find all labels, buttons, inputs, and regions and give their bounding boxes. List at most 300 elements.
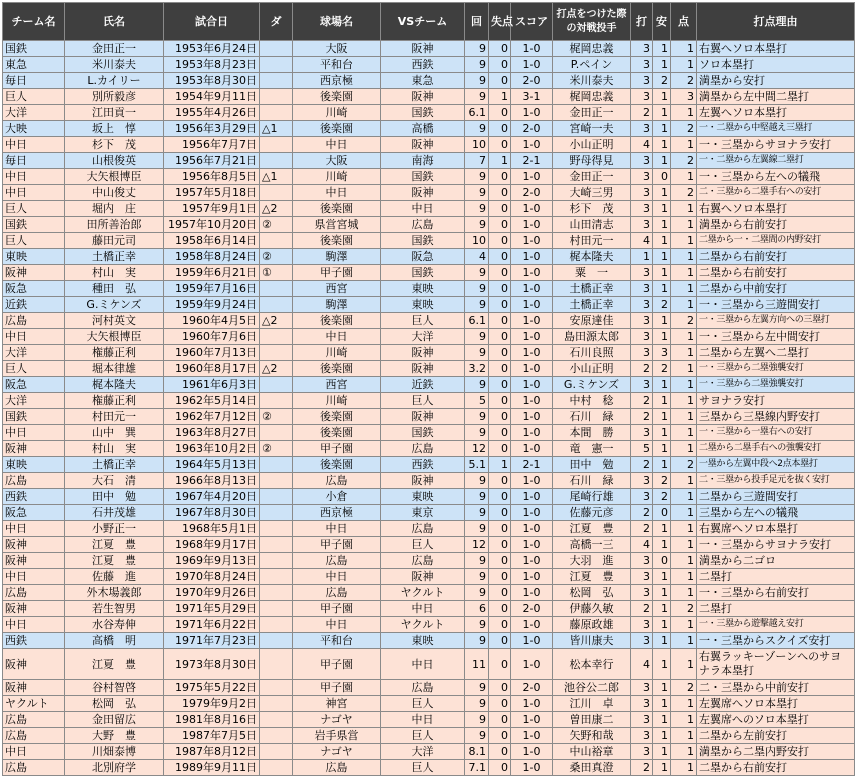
park-cell: 中日: [293, 137, 381, 153]
date-cell: 1956年3月29日: [164, 121, 260, 137]
vs-cell: 国鉄: [381, 105, 465, 121]
table-row: [3, 41, 855, 57]
name-cell: 大矢根博臣: [65, 169, 164, 185]
name-cell: 大矢根博臣: [65, 329, 164, 345]
pitcher-cell: 石川 緑: [553, 409, 631, 425]
da-cell: [260, 89, 293, 105]
pitcher-cell: 藤原政雄: [553, 617, 631, 633]
vs-cell: 中日: [381, 649, 465, 680]
pitcher-cell: 土橋正幸: [553, 297, 631, 313]
hit-cell: 1: [653, 585, 671, 601]
runs-cell: 0: [489, 217, 511, 233]
table-row: [3, 73, 855, 89]
vs-cell: ヤクルト: [381, 585, 465, 601]
vs-cell: 巨人: [381, 728, 465, 744]
name-cell: 大野 豊: [65, 728, 164, 744]
reason-cell: 左翼へソロ本塁打: [697, 105, 855, 121]
da-cell: △1: [260, 169, 293, 185]
name-cell: 石井茂雄: [65, 505, 164, 521]
date-cell: 1959年9月24日: [164, 297, 260, 313]
pitcher-cell: 江川 卓: [553, 696, 631, 712]
da-cell: △2: [260, 201, 293, 217]
header-inning: 回: [465, 3, 489, 41]
runs-cell: 0: [489, 569, 511, 585]
inning-cell: 7: [465, 153, 489, 169]
date-cell: 1957年10月20日: [164, 217, 260, 233]
rbi-cell: 1: [671, 57, 697, 73]
runs-cell: 0: [489, 281, 511, 297]
ab-cell: 2: [631, 760, 653, 776]
table-row: [3, 393, 855, 409]
date-cell: 1964年5月13日: [164, 457, 260, 473]
inning-cell: 11: [465, 649, 489, 680]
team-cell: 阪神: [3, 649, 65, 680]
inning-cell: 9: [465, 569, 489, 585]
team-cell: 中日: [3, 185, 65, 201]
rbi-cell: 1: [671, 425, 697, 441]
park-cell: 神宮: [293, 696, 381, 712]
date-cell: 1973年8月30日: [164, 649, 260, 680]
date-cell: 1957年9月1日: [164, 201, 260, 217]
rbi-cell: 1: [671, 505, 697, 521]
name-cell: 江夏 豊: [65, 649, 164, 680]
reason-cell: 二塁から左翼へ二塁打: [697, 345, 855, 361]
ab-cell: 3: [631, 553, 653, 569]
rbi-cell: 1: [671, 585, 697, 601]
da-cell: ②: [260, 217, 293, 233]
rbi-cell: 1: [671, 537, 697, 553]
ab-cell: 3: [631, 712, 653, 728]
table-row: [3, 617, 855, 633]
name-cell: 土橋正幸: [65, 249, 164, 265]
vs-cell: 東京: [381, 505, 465, 521]
name-cell: 水谷寿伸: [65, 617, 164, 633]
inning-cell: 3.2: [465, 361, 489, 377]
park-cell: 甲子園: [293, 680, 381, 696]
inning-cell: 12: [465, 537, 489, 553]
date-cell: 1967年4月20日: [164, 489, 260, 505]
inning-cell: 9: [465, 633, 489, 649]
vs-cell: 広島: [381, 441, 465, 457]
team-cell: 中日: [3, 329, 65, 345]
score-cell: 1-0: [511, 393, 553, 409]
ab-cell: 3: [631, 281, 653, 297]
hit-cell: 1: [653, 393, 671, 409]
vs-cell: 阪神: [381, 345, 465, 361]
inning-cell: 9: [465, 57, 489, 73]
rbi-cell: 1: [671, 393, 697, 409]
team-cell: 巨人: [3, 201, 65, 217]
rbi-cell: 1: [671, 361, 697, 377]
pitcher-cell: 伊藤久敏: [553, 601, 631, 617]
pitcher-cell: 曽田康二: [553, 712, 631, 728]
rbi-cell: 1: [671, 281, 697, 297]
reason-cell: 一・三塁からスクイズ安打: [697, 633, 855, 649]
da-cell: [260, 233, 293, 249]
team-cell: 阪急: [3, 377, 65, 393]
score-cell: 1-0: [511, 233, 553, 249]
date-cell: 1956年8月5日: [164, 169, 260, 185]
pitcher-cell: 池谷公二郎: [553, 680, 631, 696]
park-cell: 中日: [293, 569, 381, 585]
hit-cell: 1: [653, 712, 671, 728]
name-cell: 田中 勉: [65, 489, 164, 505]
pitcher-cell: 石川良照: [553, 345, 631, 361]
team-cell: 国鉄: [3, 41, 65, 57]
team-cell: 巨人: [3, 233, 65, 249]
name-cell: 北別府学: [65, 760, 164, 776]
pitcher-cell: 松岡 弘: [553, 585, 631, 601]
score-cell: 1-0: [511, 201, 553, 217]
runs-cell: 0: [489, 169, 511, 185]
reason-cell: 右翼へソロ本塁打: [697, 41, 855, 57]
score-cell: 1-0: [511, 249, 553, 265]
da-cell: [260, 537, 293, 553]
date-cell: 1969年9月13日: [164, 553, 260, 569]
ab-cell: 3: [631, 265, 653, 281]
ab-cell: 3: [631, 696, 653, 712]
name-cell: 権藤正利: [65, 393, 164, 409]
table-row: [3, 137, 855, 153]
pitcher-cell: 杉下 茂: [553, 201, 631, 217]
team-cell: 阪神: [3, 537, 65, 553]
runs-cell: 0: [489, 377, 511, 393]
team-cell: 中日: [3, 169, 65, 185]
pitcher-cell: 中村 稔: [553, 393, 631, 409]
vs-cell: 阪神: [381, 89, 465, 105]
park-cell: 中日: [293, 617, 381, 633]
inning-cell: 9: [465, 617, 489, 633]
table-row: [3, 377, 855, 393]
rbi-cell: 2: [671, 601, 697, 617]
da-cell: [260, 329, 293, 345]
runs-cell: 0: [489, 201, 511, 217]
reason-cell: 一・三塁から一塁右への安打: [697, 425, 855, 441]
hit-cell: 3: [653, 345, 671, 361]
vs-cell: 巨人: [381, 760, 465, 776]
ab-cell: 3: [631, 585, 653, 601]
inning-cell: 9: [465, 409, 489, 425]
pitcher-cell: 大崎三男: [553, 185, 631, 201]
pitcher-cell: 宮崎一夫: [553, 121, 631, 137]
vs-cell: ヤクルト: [381, 617, 465, 633]
table-row: [3, 649, 855, 680]
inning-cell: 9: [465, 329, 489, 345]
vs-cell: 東急: [381, 73, 465, 89]
vs-cell: 大洋: [381, 329, 465, 345]
inning-cell: 10: [465, 233, 489, 249]
reason-cell: 一・三塁から左中間安打: [697, 329, 855, 345]
rbi-cell: 1: [671, 137, 697, 153]
inning-cell: 9: [465, 712, 489, 728]
park-cell: 後楽園: [293, 313, 381, 329]
table-row: [3, 633, 855, 649]
team-cell: 広島: [3, 728, 65, 744]
header-row: [3, 3, 855, 41]
score-cell: 1-0: [511, 585, 553, 601]
inning-cell: 9: [465, 521, 489, 537]
rbi-cell: 1: [671, 377, 697, 393]
date-cell: 1958年8月24日: [164, 249, 260, 265]
name-cell: 江田貢一: [65, 105, 164, 121]
score-cell: 1-0: [511, 537, 553, 553]
da-cell: [260, 569, 293, 585]
da-cell: ②: [260, 441, 293, 457]
name-cell: 土橋正幸: [65, 457, 164, 473]
score-cell: 1-0: [511, 617, 553, 633]
reason-cell: 二・三塁から投手足元を抜く安打: [697, 473, 855, 489]
vs-cell: 広島: [381, 553, 465, 569]
name-cell: 藤田元司: [65, 233, 164, 249]
score-cell: 1-0: [511, 425, 553, 441]
date-cell: 1970年9月26日: [164, 585, 260, 601]
da-cell: [260, 345, 293, 361]
runs-cell: 0: [489, 617, 511, 633]
inning-cell: 5.1: [465, 457, 489, 473]
park-cell: 後楽園: [293, 361, 381, 377]
table-row: [3, 696, 855, 712]
header-hit: 安: [653, 3, 671, 41]
ab-cell: 4: [631, 537, 653, 553]
reason-cell: 二塁から右前安打: [697, 249, 855, 265]
da-cell: [260, 57, 293, 73]
vs-cell: 中日: [381, 201, 465, 217]
reason-cell: 満塁から二ゴロ: [697, 553, 855, 569]
inning-cell: 9: [465, 585, 489, 601]
da-cell: [260, 680, 293, 696]
rbi-cell: 2: [671, 153, 697, 169]
header-ab: 打: [631, 3, 653, 41]
reason-cell: 満塁から左中間二塁打: [697, 89, 855, 105]
runs-cell: 1: [489, 153, 511, 169]
header-runs: 失点: [489, 3, 511, 41]
team-cell: 阪神: [3, 680, 65, 696]
da-cell: [260, 105, 293, 121]
hit-cell: 1: [653, 249, 671, 265]
runs-cell: 0: [489, 425, 511, 441]
team-cell: 大洋: [3, 345, 65, 361]
vs-cell: 阪神: [381, 137, 465, 153]
header-vs: VSチーム: [381, 3, 465, 41]
vs-cell: 阪急: [381, 249, 465, 265]
vs-cell: 阪神: [381, 569, 465, 585]
team-cell: 阪神: [3, 553, 65, 569]
da-cell: [260, 601, 293, 617]
runs-cell: 0: [489, 345, 511, 361]
date-cell: 1958年6月14日: [164, 233, 260, 249]
name-cell: 川畑泰博: [65, 744, 164, 760]
ab-cell: 2: [631, 409, 653, 425]
inning-cell: 9: [465, 377, 489, 393]
ab-cell: 2: [631, 457, 653, 473]
ab-cell: 3: [631, 217, 653, 233]
hit-cell: 2: [653, 297, 671, 313]
header-pitcher: 打点をつけた際の対戦投手: [553, 3, 631, 41]
date-cell: 1960年4月5日: [164, 313, 260, 329]
park-cell: 中日: [293, 329, 381, 345]
table-row: [3, 217, 855, 233]
vs-cell: 東映: [381, 489, 465, 505]
runs-cell: 0: [489, 249, 511, 265]
score-cell: 1-0: [511, 521, 553, 537]
rbi-cell: 1: [671, 297, 697, 313]
table-row: [3, 105, 855, 121]
header-da: ダ: [260, 3, 293, 41]
vs-cell: 国鉄: [381, 265, 465, 281]
inning-cell: 9: [465, 553, 489, 569]
park-cell: ナゴヤ: [293, 744, 381, 760]
park-cell: 広島: [293, 553, 381, 569]
ab-cell: 3: [631, 313, 653, 329]
ab-cell: 3: [631, 377, 653, 393]
ab-cell: 3: [631, 89, 653, 105]
table-row: [3, 425, 855, 441]
runs-cell: 0: [489, 521, 511, 537]
runs-cell: 0: [489, 393, 511, 409]
park-cell: 川崎: [293, 345, 381, 361]
hit-cell: 1: [653, 744, 671, 760]
runs-cell: 0: [489, 473, 511, 489]
pitcher-cell: 矢野和哉: [553, 728, 631, 744]
date-cell: 1987年8月12日: [164, 744, 260, 760]
rbi-cell: 1: [671, 329, 697, 345]
vs-cell: 広島: [381, 680, 465, 696]
hit-cell: 1: [653, 329, 671, 345]
table-row: [3, 760, 855, 776]
reason-cell: 一・三塁から右前安打: [697, 585, 855, 601]
reason-cell: 一・三塁からサヨナラ安打: [697, 137, 855, 153]
name-cell: 杉下 茂: [65, 137, 164, 153]
reason-cell: 右翼席へソロ本塁打: [697, 521, 855, 537]
date-cell: 1962年5月14日: [164, 393, 260, 409]
date-cell: 1989年9月11日: [164, 760, 260, 776]
da-cell: [260, 744, 293, 760]
date-cell: 1955年4月26日: [164, 105, 260, 121]
rbi-cell: 1: [671, 696, 697, 712]
pitcher-cell: 本間 勝: [553, 425, 631, 441]
vs-cell: 中日: [381, 712, 465, 728]
score-cell: 2-0: [511, 185, 553, 201]
inning-cell: 9: [465, 281, 489, 297]
park-cell: 広島: [293, 585, 381, 601]
ab-cell: 2: [631, 393, 653, 409]
vs-cell: 国鉄: [381, 169, 465, 185]
team-cell: 巨人: [3, 361, 65, 377]
ab-cell: 2: [631, 505, 653, 521]
table-row: [3, 313, 855, 329]
vs-cell: 阪神: [381, 41, 465, 57]
name-cell: 大石 清: [65, 473, 164, 489]
ab-cell: 3: [631, 185, 653, 201]
score-cell: 1-0: [511, 696, 553, 712]
park-cell: 大阪: [293, 153, 381, 169]
reason-cell: 満塁から二塁内野安打: [697, 744, 855, 760]
vs-cell: 中日: [381, 601, 465, 617]
score-cell: 1-0: [511, 553, 553, 569]
runs-cell: 0: [489, 409, 511, 425]
table-row: [3, 521, 855, 537]
table-row: [3, 361, 855, 377]
rbi-cell: 1: [671, 441, 697, 457]
runs-cell: 1: [489, 89, 511, 105]
inning-cell: 9: [465, 265, 489, 281]
date-cell: 1960年7月13日: [164, 345, 260, 361]
reason-cell: 左翼席へのソロ本塁打: [697, 712, 855, 728]
date-cell: 1968年5月1日: [164, 521, 260, 537]
rbi-cell: 2: [671, 457, 697, 473]
table-body: [3, 41, 855, 776]
hit-cell: 1: [653, 313, 671, 329]
ab-cell: 3: [631, 169, 653, 185]
score-cell: 1-0: [511, 281, 553, 297]
date-cell: 1960年8月17日: [164, 361, 260, 377]
score-cell: 1-0: [511, 441, 553, 457]
pitcher-cell: 大羽 進: [553, 553, 631, 569]
hit-cell: 1: [653, 457, 671, 473]
da-cell: ②: [260, 409, 293, 425]
park-cell: 中日: [293, 521, 381, 537]
table-row: [3, 281, 855, 297]
hit-cell: 1: [653, 137, 671, 153]
pitcher-cell: 松本幸行: [553, 649, 631, 680]
hit-cell: 1: [653, 89, 671, 105]
ab-cell: 3: [631, 297, 653, 313]
ab-cell: 3: [631, 489, 653, 505]
inning-cell: 9: [465, 473, 489, 489]
team-cell: 西鉄: [3, 633, 65, 649]
rbi-cell: 1: [671, 233, 697, 249]
name-cell: 小野正一: [65, 521, 164, 537]
runs-cell: 0: [489, 633, 511, 649]
score-cell: 1-0: [511, 265, 553, 281]
park-cell: 甲子園: [293, 537, 381, 553]
pitcher-cell: 田中 勉: [553, 457, 631, 473]
runs-cell: 0: [489, 105, 511, 121]
vs-cell: 阪神: [381, 473, 465, 489]
table-row: [3, 712, 855, 728]
reason-cell: 二塁から右前安打: [697, 265, 855, 281]
hit-cell: 1: [653, 265, 671, 281]
rbi-cell: 1: [671, 760, 697, 776]
team-cell: 東急: [3, 57, 65, 73]
team-cell: 中日: [3, 744, 65, 760]
team-cell: 毎日: [3, 73, 65, 89]
runs-cell: 0: [489, 489, 511, 505]
score-cell: 1-0: [511, 649, 553, 680]
name-cell: 村田元一: [65, 409, 164, 425]
vs-cell: 高橋: [381, 121, 465, 137]
hit-cell: 1: [653, 680, 671, 696]
score-cell: 1-0: [511, 57, 553, 73]
hit-cell: 2: [653, 473, 671, 489]
score-cell: 2-0: [511, 121, 553, 137]
score-cell: 1-0: [511, 744, 553, 760]
team-cell: 近鉄: [3, 297, 65, 313]
runs-cell: 0: [489, 680, 511, 696]
inning-cell: 9: [465, 728, 489, 744]
rbi-cell: 1: [671, 489, 697, 505]
reason-cell: 一・三塁から遊撃越え安打: [697, 617, 855, 633]
pitcher-cell: 桑田真澄: [553, 760, 631, 776]
pitcher-cell: 竜 憲一: [553, 441, 631, 457]
inning-cell: 5: [465, 393, 489, 409]
vs-cell: 国鉄: [381, 425, 465, 441]
vs-cell: 大洋: [381, 744, 465, 760]
runs-cell: 0: [489, 329, 511, 345]
da-cell: [260, 153, 293, 169]
rbi-cell: 1: [671, 41, 697, 57]
inning-cell: 9: [465, 185, 489, 201]
